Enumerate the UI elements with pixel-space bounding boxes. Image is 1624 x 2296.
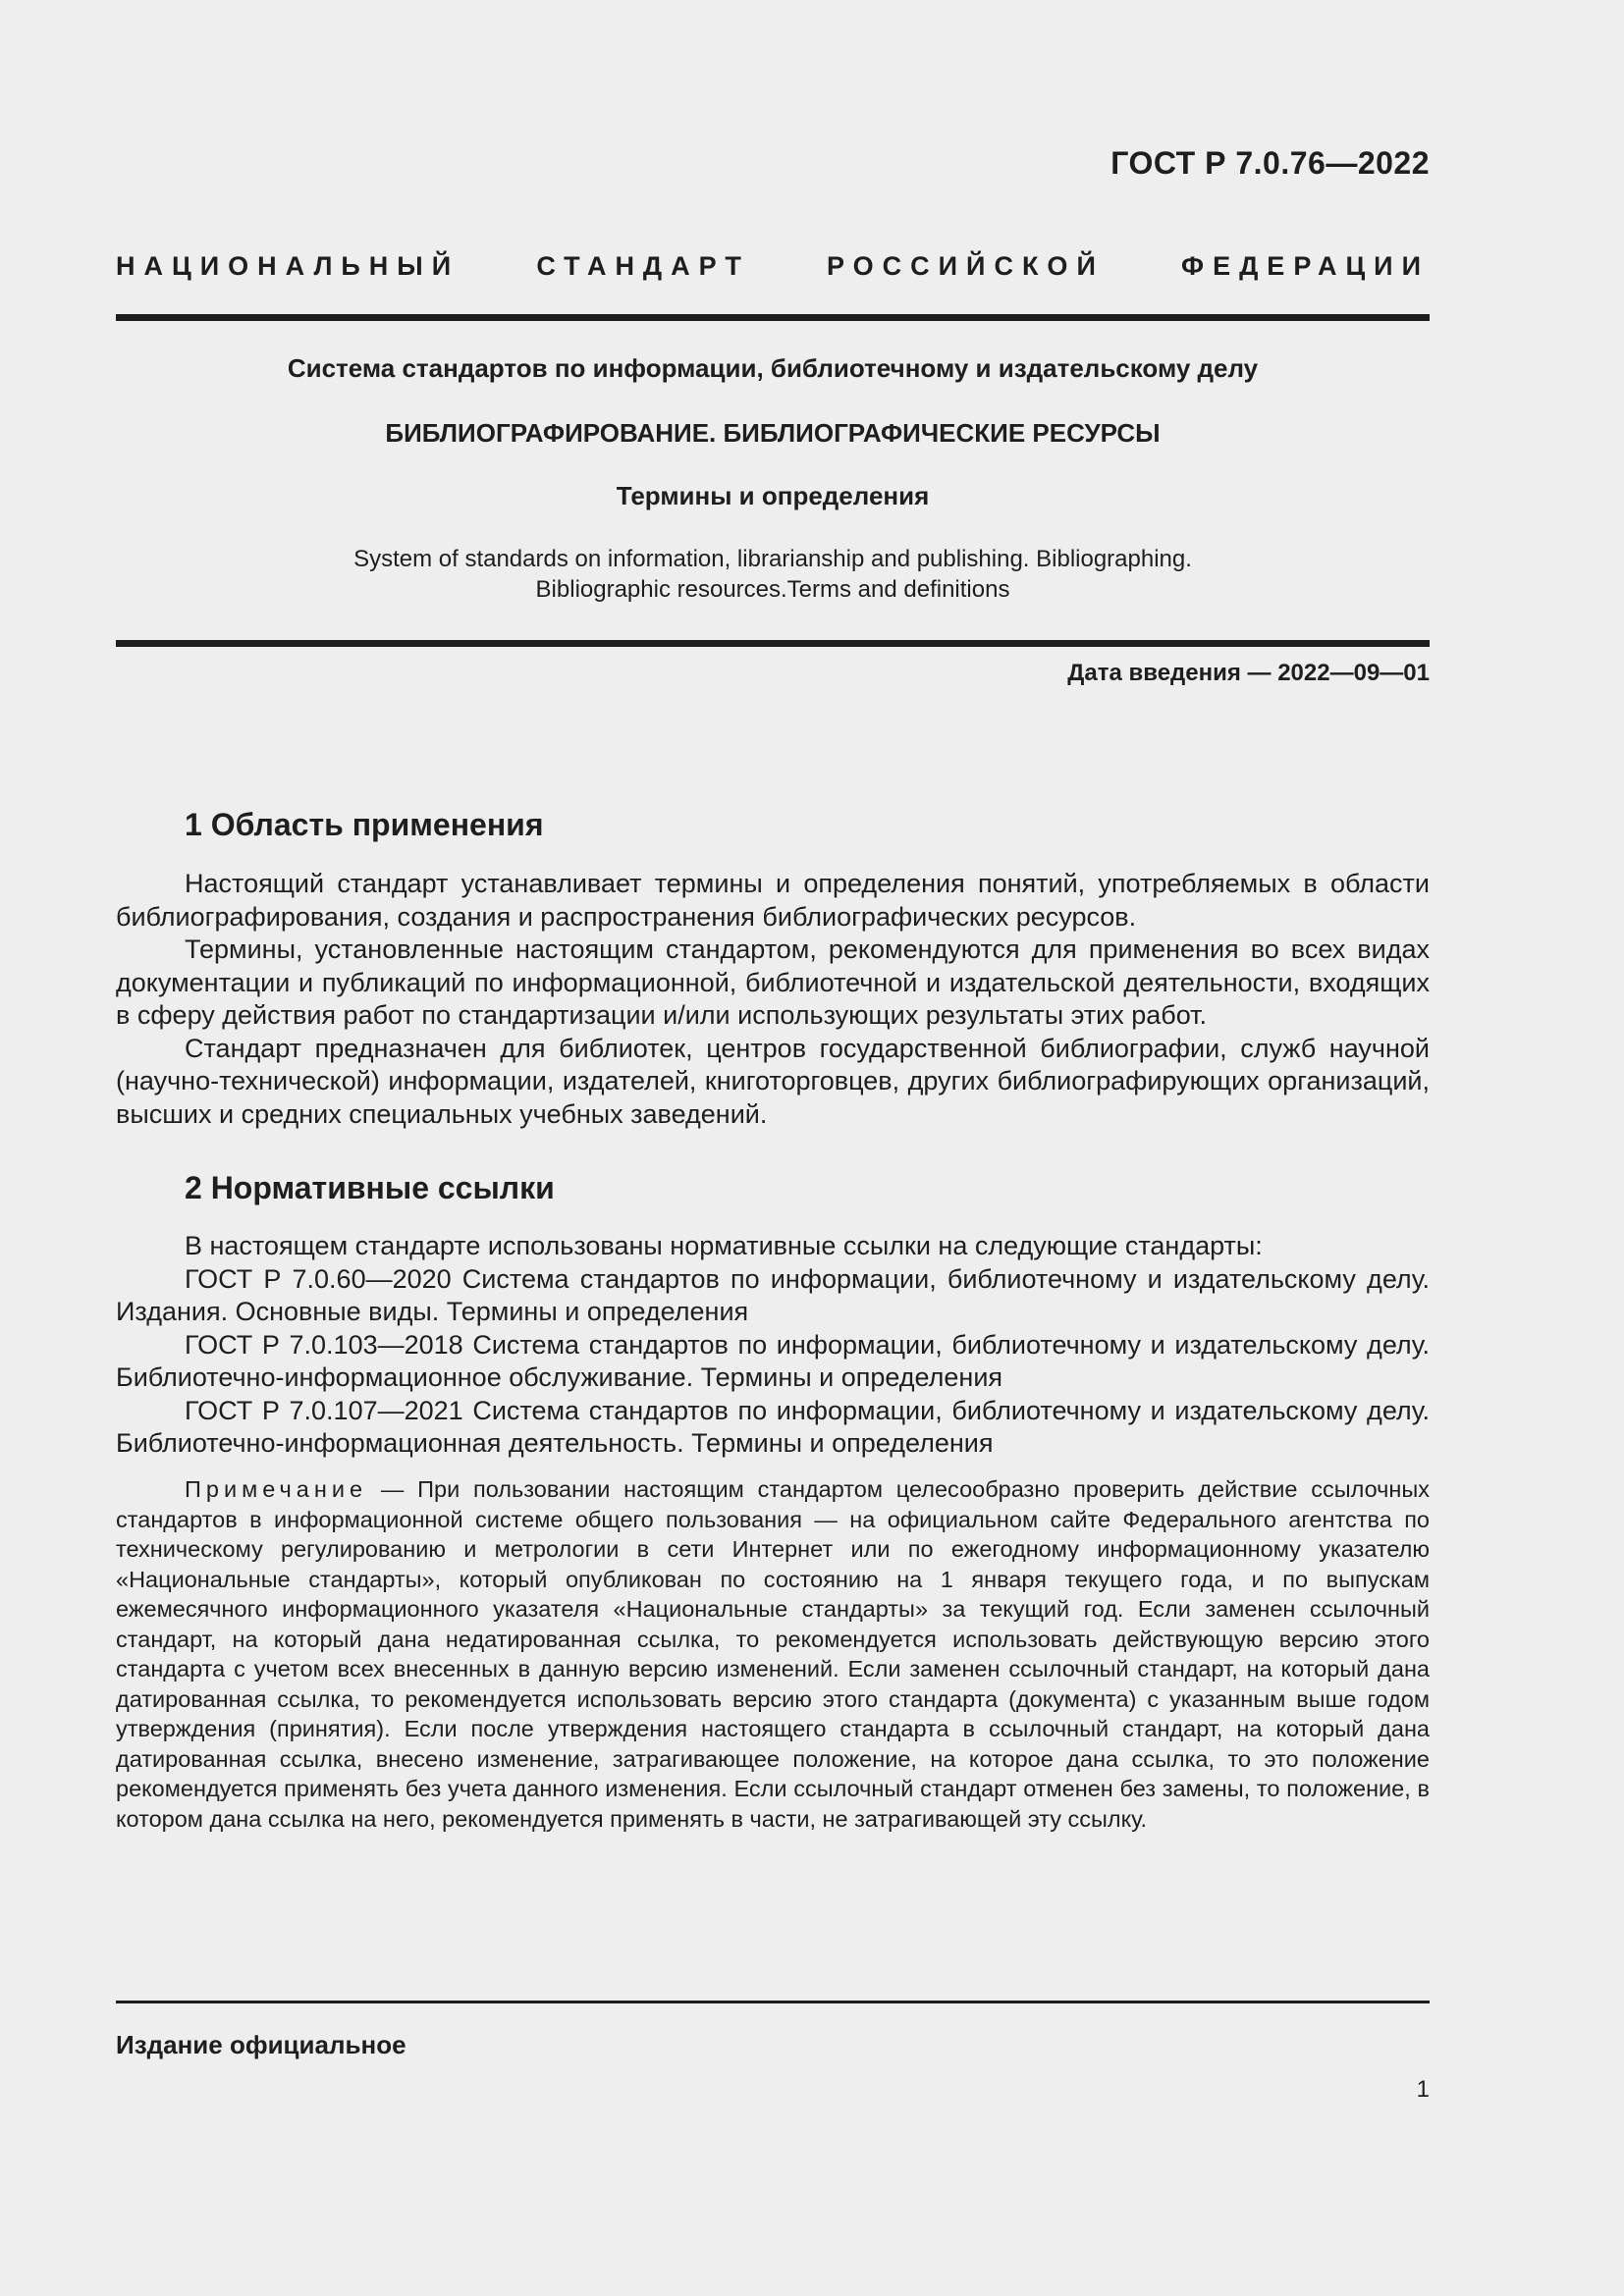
note-paragraph (116, 1474, 1430, 1834)
middle-divider (116, 640, 1430, 647)
paragraph: Стандарт предназначен для библиотек, центров государственной библиографии, служб научной (научно-технической) информации, издателей, книготорговцев, других библиографирующих организаций, высших и средних специальных учебных заведений. (116, 1033, 1430, 1129)
national-standard-title: НАЦИОНАЛЬНЫЙ СТАНДАРТ РОССИЙСКОЙ ФЕДЕРАЦИИ (116, 251, 1430, 281)
system-title: Система стандартов по информации, библиотечному и издательскому делу (287, 353, 1259, 383)
standard-number: ГОСТ Р 7.0.76—2022 (1110, 145, 1430, 181)
reference-item: ГОСТ Р 7.0.60—2020 Система стандартов по информации, библиотечному и издательскому делу. Издания. Основные виды. Термины и определения (116, 1263, 1430, 1326)
section-scope-body (116, 868, 1430, 1131)
english-title (116, 544, 1430, 605)
paragraph: В настоящем стандарте использованы нормативные ссылки на следующие стандарты: (185, 1231, 1263, 1260)
english-title-line-2: Bibliographic resources.Terms and definitions (535, 576, 1010, 603)
section-heading-scope: 1 Область применения (185, 807, 544, 842)
top-divider (116, 314, 1430, 321)
note (116, 1474, 1430, 1834)
introduction-date: Дата введения — 2022—09—01 (1067, 660, 1430, 686)
section-heading-references: 2 Нормативные ссылки (185, 1170, 555, 1205)
subtitle: Термины и определения (616, 481, 930, 510)
reference-item: ГОСТ Р 7.0.107—2021 Система стандартов по информации, библиотечному и издательскому делу. Библиотечно-информационная деятельность. Термины и определения (116, 1395, 1430, 1458)
section-references-body (116, 1230, 1430, 1461)
note-text: — При пользовании настоящим стандартом целесообразно проверить действие ссылочных стандартов в информационной системе общего пользования — на официальном сайте Федерального агентства по техническому регулированию и метрологии в сети Интернет или по ежегодному информационному указателю «Национальные стандарты», который опубликован по состоянию на 1 января текущего года, и по выпускам ежемесячного информационного указателя «Национальные стандарты» за текущий год. Если заменен ссылочный стандарт, на который дана недатированная ссылка, то рекомендуется использовать действующую версию этого стандарта с учетом всех внесенных в данную версию изменений. Если заменен ссылочный стандарт, на который дана датированная ссылка, то рекомендуется использовать версию этого стандарта (документа) с указанным выше годом утверждения (принятия). Если после утверждения настоящего стандарта в ссылочный стандарт, на который дана датированная ссылка, внесено изменение, затрагивающее положение, на которое дана ссылка, то это положение рекомендуется применять без учета данного изменения. Если ссылочный стандарт отменен без замены, то положение, в котором дана ссылка на него, рекомендуется применять в части, не затрагивающей эту ссылку. (116, 1476, 1430, 1832)
page-number: 1 (1416, 2076, 1430, 2103)
paragraph: Настоящий стандарт устанавливает термины и определения понятий, употребляемых в области библиографирования, создания и распространения библиографических ресурсов. (116, 869, 1430, 932)
reference-item: ГОСТ Р 7.0.103—2018 Система стандартов по информации, библиотечному и издательскому делу. Библиотечно-информационное обслуживание. Термины и определения (116, 1329, 1430, 1392)
english-title-line-1: System of standards on information, librarianship and publishing. Bibliographing. (353, 546, 1192, 572)
bottom-divider (116, 2001, 1430, 2003)
note-label: Примечание (185, 1476, 368, 1502)
official-edition-label: Издание официальное (116, 2030, 406, 2059)
document-page (116, 0, 1430, 2296)
paragraph: Термины, установленные настоящим стандартом, рекомендуются для применения во всех видах документации и публикаций по информационной, библиотечной и издательской деятельности, входящих в сферу действия работ по стандартизации и/или использующих результаты этих работ. (116, 934, 1430, 1030)
main-title: БИБЛИОГРАФИРОВАНИЕ. БИБЛИОГРАФИЧЕСКИЕ РЕСУРСЫ (385, 418, 1161, 448)
